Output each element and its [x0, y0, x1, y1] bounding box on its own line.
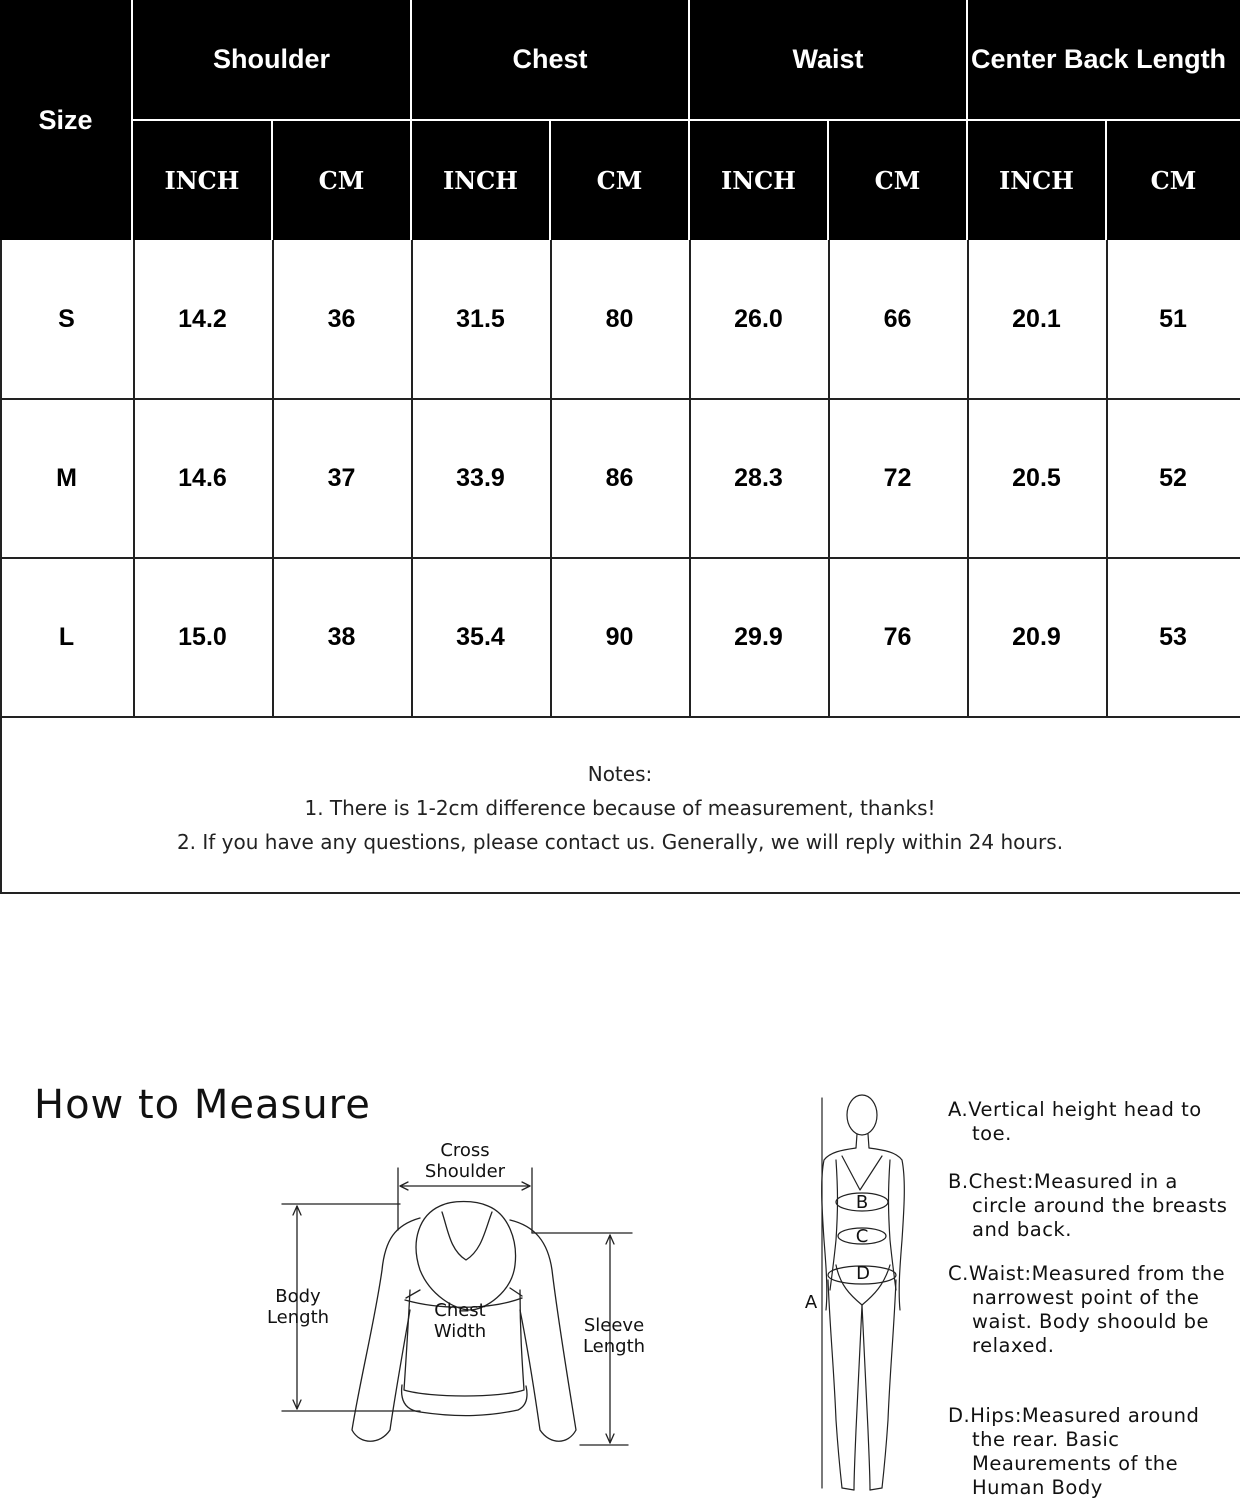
table-cell: 35.4	[456, 622, 505, 651]
size-column-header: Size	[0, 0, 133, 240]
table-cell: 38	[327, 622, 356, 651]
unit-header: CM	[551, 121, 690, 240]
table-cell: 20.5	[1012, 463, 1061, 492]
cross-shoulder-label-line-2: Shoulder	[424, 1161, 506, 1182]
unit-header: INCH	[133, 121, 273, 240]
size-label: S	[58, 305, 75, 333]
table-cell: 29.9	[734, 622, 783, 651]
table-cell: 52	[1159, 463, 1187, 492]
chest-width-label-line-1: Chest	[434, 1300, 486, 1321]
table-cell: 80	[605, 305, 634, 333]
table-cell: 51	[1159, 305, 1187, 333]
unit-header: INCH	[412, 121, 551, 240]
table-cell: 37	[327, 463, 356, 492]
marker-d: D	[856, 1263, 870, 1284]
group-header-waist: Waist	[690, 0, 968, 121]
notes-block	[0, 757, 1240, 859]
sleeve-length-label-line-1: Sleeve	[583, 1315, 645, 1336]
size-label: M	[56, 463, 77, 492]
notes-line-2: 2. If you have any questions, please contact us. Generally, we will reply within 24 hours.	[176, 830, 1064, 854]
table-cell: 14.6	[178, 463, 227, 492]
table-cell: 66	[883, 305, 912, 333]
table-cell: 36	[327, 305, 356, 333]
table-cell: 20.9	[1012, 622, 1061, 651]
group-header-shoulder: Shoulder	[133, 0, 412, 121]
how-to-measure-title: How to Measure	[34, 1082, 371, 1128]
unit-header: CM	[1107, 121, 1240, 240]
table-cell: 28.3	[734, 463, 783, 492]
table-cell: 20.1	[1012, 305, 1061, 333]
legend-item-d: D.Hips:Measured around the rear. Basic Meaurements of the Human Body	[948, 1404, 1200, 1499]
body-length-label-line-2: Length	[266, 1307, 330, 1328]
table-cell: 72	[883, 463, 912, 492]
table-cell: 31.5	[456, 305, 505, 333]
unit-header: INCH	[690, 121, 829, 240]
sleeve-length-label-line-2: Length	[582, 1336, 646, 1357]
table-cell: 90	[605, 622, 634, 651]
unit-header: INCH	[968, 121, 1107, 240]
marker-b: B	[855, 1192, 869, 1213]
table-cell: 14.2	[178, 305, 227, 333]
unit-header: CM	[829, 121, 968, 240]
cross-shoulder-label-line-1: Cross	[440, 1140, 490, 1161]
sleeve-length-label	[572, 1315, 656, 1357]
group-header-chest: Chest	[412, 0, 690, 121]
table-cell: 33.9	[456, 463, 505, 492]
table-cell: 76	[883, 622, 912, 651]
legend-item-b: B.Chest:Measured in a circle around the breasts and back.	[948, 1170, 1228, 1241]
group-header-center-back-length: Center Back Length	[968, 0, 1240, 121]
body-length-label	[256, 1286, 340, 1328]
legend-item-c: C.Waist:Measured from the narrowest point of the waist. Body shoould be relaxed.	[948, 1262, 1226, 1357]
body-length-label-line-1: Body	[275, 1286, 321, 1307]
table-cell: 53	[1159, 622, 1187, 651]
table-cell: 15.0	[178, 622, 227, 651]
notes-heading: Notes:	[587, 762, 653, 786]
marker-a: A	[804, 1292, 818, 1313]
size-label: L	[58, 622, 75, 651]
table-cell: 26.0	[734, 305, 783, 333]
measurement-legend	[948, 1098, 1238, 1498]
chest-width-label-line-2: Width	[433, 1321, 487, 1342]
cross-shoulder-label	[410, 1140, 520, 1182]
notes-line-1: 1. There is 1-2cm difference because of measurement, thanks!	[304, 796, 936, 820]
marker-c: C	[855, 1226, 869, 1247]
chest-width-label	[420, 1300, 500, 1342]
unit-header: CM	[273, 121, 412, 240]
legend-item-a: A.Vertical height head to toe.	[948, 1098, 1202, 1145]
table-cell: 86	[605, 463, 634, 492]
